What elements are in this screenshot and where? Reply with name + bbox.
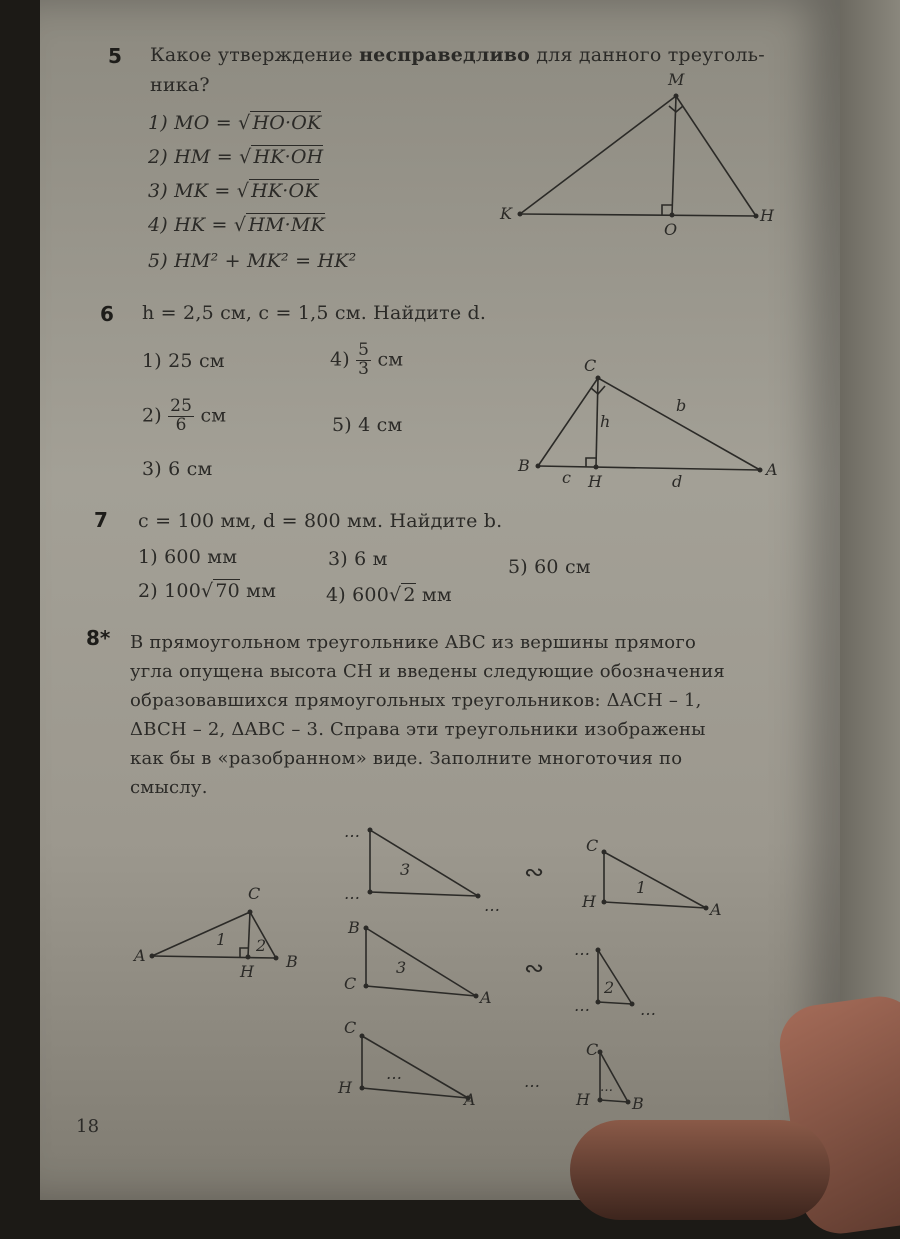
figure-5-triangle xyxy=(520,96,756,216)
problem-5-number: 5 xyxy=(108,44,122,68)
problem-6-number: 6 xyxy=(100,302,114,326)
problem-7-option-1[interactable]: 1) 600 мм xyxy=(138,546,238,568)
problem-5-option-4[interactable]: 4) HK = √ HM·MK xyxy=(148,214,325,236)
problem-6-option-4[interactable]: 4) $\frac{5}{3}$ см xyxy=(330,340,404,379)
tri1b-label-h: H xyxy=(338,1078,352,1097)
relation-dots-3[interactable]: … xyxy=(524,1072,540,1091)
tri2a-dots-right[interactable]: … xyxy=(640,1000,656,1019)
tri3a-number: 3 xyxy=(400,860,411,879)
fig8-label-1: 1 xyxy=(216,930,227,949)
tri2b-label-h: H xyxy=(576,1090,590,1109)
page-number: 18 xyxy=(76,1116,100,1137)
fig5-label-k: K xyxy=(500,204,512,223)
triangle-3-blank xyxy=(370,830,478,896)
problem-6-option-5[interactable]: 5) 4 см xyxy=(332,414,403,436)
similarity-sign-2: ∾ xyxy=(524,954,545,982)
problem-8-line-2: угла опущена высота CH и введены следующие обозначения xyxy=(130,661,725,682)
triangle-1-partial xyxy=(362,1036,468,1098)
tri3a-dots-left[interactable]: … xyxy=(344,884,360,903)
fig8-label-h: H xyxy=(240,962,254,981)
tri1-label-h: H xyxy=(582,892,596,911)
tri1-label-c: C xyxy=(586,836,599,855)
problem-8-line-3: образовавшихся прямоугольных треугольников: ΔACH – 1, xyxy=(130,690,702,711)
tri1b-dots[interactable]: … xyxy=(386,1064,402,1083)
tri1-label-a: A xyxy=(710,900,722,919)
tri1b-label-c: C xyxy=(344,1018,357,1037)
tri1b-label-a: A xyxy=(464,1090,476,1109)
fig5-label-h: H xyxy=(760,206,774,225)
problem-6-option-2[interactable]: 2) $\frac{25}{6}$ см xyxy=(142,396,227,435)
fig6-label-d-side: d xyxy=(672,472,683,491)
tri3b-label-b: B xyxy=(348,918,360,937)
problem-7-option-3[interactable]: 3) 6 м xyxy=(328,548,388,570)
tri2b-dots[interactable]: … xyxy=(600,1080,613,1095)
fig6-label-c-side: c xyxy=(562,468,571,487)
figure-6-triangle xyxy=(538,378,760,470)
fig6-label-c: C xyxy=(584,356,597,375)
triangle-3-labelled xyxy=(366,928,476,996)
problem-5-option-1[interactable]: 1) MO = √ HO·OK xyxy=(148,112,322,134)
tri2b-label-b: B xyxy=(632,1094,644,1113)
problem-5-option-2[interactable]: 2) HM = √ HK·OH xyxy=(148,146,324,168)
problem-6-stem: h = 2,5 см, c = 1,5 см. Найдите d. xyxy=(142,302,487,324)
tri1-number: 1 xyxy=(636,878,647,897)
hand-photo-artifact xyxy=(570,1120,830,1220)
problem-5-option-5[interactable]: 5) HM² + MK² = HK² xyxy=(148,250,357,272)
problem-5-stem-cont: ника? xyxy=(150,74,210,96)
problem-6-option-3[interactable]: 3) 6 см xyxy=(142,458,213,480)
tri3b-label-c: C xyxy=(344,974,357,993)
problem-6-option-1[interactable]: 1) 25 см xyxy=(142,350,225,372)
fig6-label-b-side: b xyxy=(676,396,687,415)
tri3a-dots-right[interactable]: … xyxy=(484,896,500,915)
problem-7-option-4[interactable]: 4) 600√ 2 мм xyxy=(326,584,452,606)
tri3a-dots-top[interactable]: … xyxy=(344,822,360,841)
fig5-label-m: M xyxy=(668,70,685,89)
problem-8-line-6: смыслу. xyxy=(130,777,208,798)
problem-7-stem: c = 100 мм, d = 800 мм. Найдите b. xyxy=(138,510,503,532)
fig6-label-h-height: h xyxy=(600,412,611,431)
tri2b-label-c: C xyxy=(586,1040,599,1059)
fig8-label-c: C xyxy=(248,884,261,903)
problem-7-option-2[interactable]: 2) 100√ 70 мм xyxy=(138,580,277,602)
tri2a-dots-left[interactable]: … xyxy=(574,996,590,1015)
problem-8-line-5: как бы в «разобранном» виде. Заполните многоточия по xyxy=(130,748,683,769)
tri3b-label-a: A xyxy=(480,988,492,1007)
fig5-label-o: O xyxy=(664,220,678,239)
fig8-label-a: A xyxy=(134,946,146,965)
fig6-label-a: A xyxy=(766,460,778,479)
problem-5-option-3[interactable]: 3) MK = √ HK·OK xyxy=(148,180,319,202)
problem-7-number: 7 xyxy=(94,508,108,532)
problem-8-line-4: ΔBCH – 2, ΔABC – 3. Справа эти треугольники изображены xyxy=(130,719,706,740)
problem-8-line-1: В прямоугольном треугольнике ABC из вершины прямого xyxy=(130,632,697,653)
tri2a-dots-top[interactable]: … xyxy=(574,940,590,959)
problem-7-option-5[interactable]: 5) 60 см xyxy=(508,556,591,578)
similarity-sign-1: ∾ xyxy=(524,858,545,886)
fig6-label-b-vertex: B xyxy=(518,456,530,475)
fig8-label-b: B xyxy=(286,952,298,971)
tri2a-number: 2 xyxy=(604,978,615,997)
tri3b-number: 3 xyxy=(396,958,407,977)
triangle-1-right xyxy=(604,852,706,908)
problem-5-stem: Какое утверждение несправедливо для данного треуголь- xyxy=(150,44,765,66)
problem-8-number: 8* xyxy=(86,626,111,650)
fig8-label-2: 2 xyxy=(256,936,267,955)
fig6-label-h-vertex: H xyxy=(588,472,602,491)
